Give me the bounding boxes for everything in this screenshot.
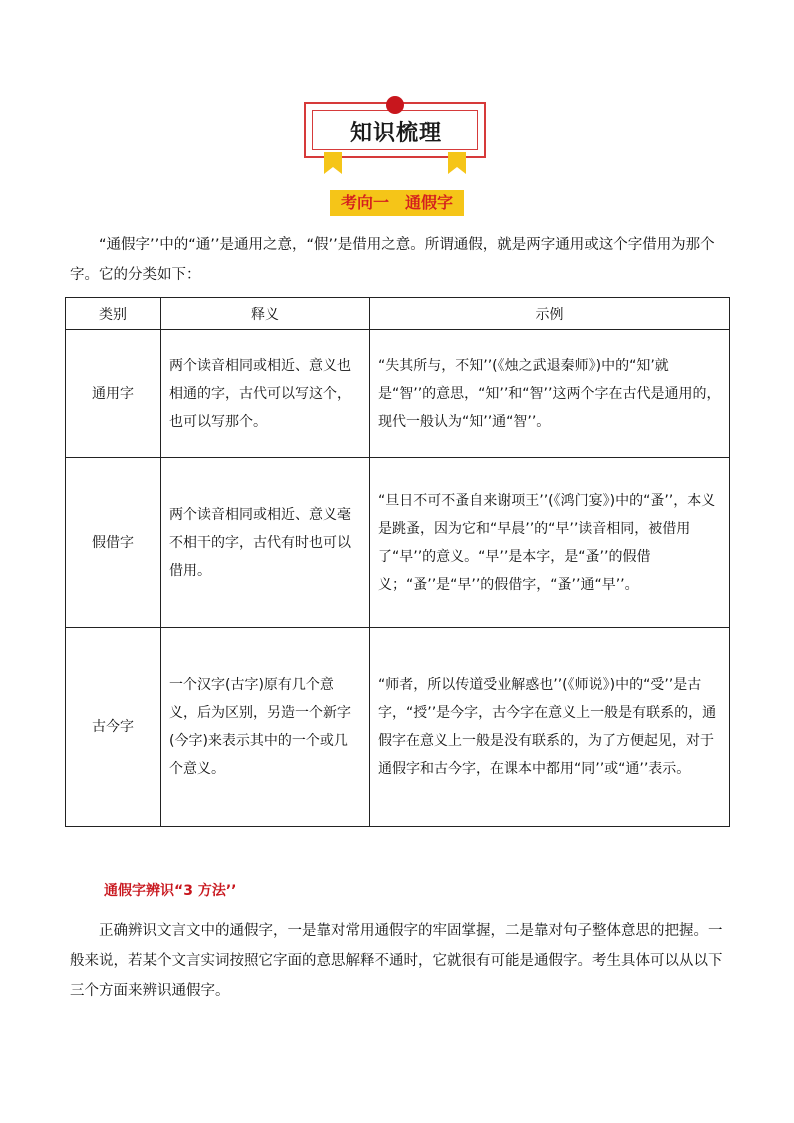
example-cell: “失其所与，不知’’(《烛之武退秦师》)中的“知’就是“智’’的意思，“知’’和“智’’这两个字在古代是通用的，现代一般认为“知’’通“智’’。 bbox=[370, 330, 730, 458]
section-banner bbox=[304, 96, 488, 176]
banner-dot-icon bbox=[386, 96, 404, 114]
intro-paragraph: “通假字’’中的“通’’是通用之意，“假’’是借用之意。所谓通假，就是两字通用或这个字借用为那个字。它的分类如下： bbox=[70, 237, 715, 283]
table-row bbox=[66, 628, 730, 827]
header-definition: 释义 bbox=[161, 298, 370, 330]
table-row bbox=[66, 330, 730, 458]
category-cell: 假借字 bbox=[66, 458, 161, 628]
ribbon-right-icon bbox=[448, 152, 466, 174]
method-heading: 通假字辨识“3 方法’’ bbox=[104, 883, 237, 899]
banner-title: 知识梳理 bbox=[349, 121, 442, 146]
example-cell: “旦日不可不蚤自来谢项王’’(《鸿门宴》)中的“蚤’’，本义是跳蚤，因为它和“早晨’’的“早’’读音相同，被借用了“早’’的意义。“早’’是本字，是“蚤’’的假借义；“蚤’’是“早’’的假借字，“蚤’’通“早’’。 bbox=[370, 458, 730, 628]
header-example: 示例 bbox=[370, 298, 730, 330]
table-row bbox=[66, 458, 730, 628]
category-cell: 通用字 bbox=[66, 330, 161, 458]
category-cell: 古今字 bbox=[66, 628, 161, 827]
definition-cell: 两个读音相同或相近、意义毫不相干的字，古代有时也可以借用。 bbox=[161, 458, 370, 628]
definition-cell: 两个读音相同或相近、意义也相通的字，古代可以写这个，也可以写那个。 bbox=[161, 330, 370, 458]
example-cell: “师者，所以传道受业解惑也’’(《师说》)中的“受’’是古字，“授’’是今字，古今字在意义上一般是有联系的，通假字在意义上一般是没有联系的，为了方便起见，对于通假字和古今字，在课本中都用“同’’或“通’’表示。 bbox=[370, 628, 730, 827]
classification-table bbox=[65, 297, 730, 827]
subheading: 考向一 通假字 bbox=[330, 190, 464, 216]
method-paragraph: 正确辨识文言文中的通假字，一是靠对常用通假字的牢固掌握，二是靠对句子整体意思的把握。一般来说，若某个文言实词按照它字面的意思解释不通时，它就很有可能是通假字。考生具体可以从以下三个方面来辨识通假字。 bbox=[70, 923, 723, 999]
table-header-row bbox=[66, 298, 730, 330]
definition-cell: 一个汉字(古字)原有几个意义，后为区别，另造一个新字(今字)来表示其中的一个或几个意义。 bbox=[161, 628, 370, 827]
ribbon-left-icon bbox=[324, 152, 342, 174]
header-category: 类别 bbox=[66, 298, 161, 330]
